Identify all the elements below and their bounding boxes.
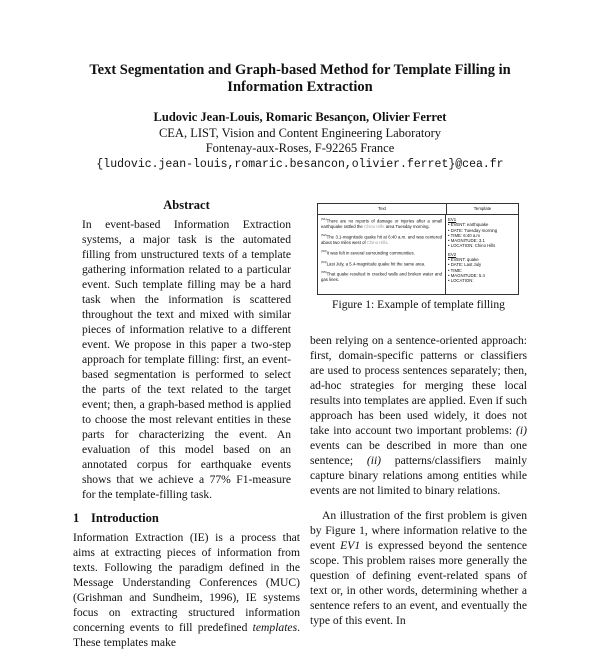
sentence-text: Last July, a 5.4-magnitude quake hit the same area. [326,261,426,267]
figure-body [318,215,518,294]
template-field: • DATE: Tuesday morning [448,227,498,233]
template-field: • LOCATION: [448,278,474,284]
right-paragraph-1 [310,333,527,498]
paper-title [70,62,530,96]
sentence-s1 [321,217,442,229]
address: Fontenay-aux-Roses, F-92265 France [205,141,395,155]
para-text: events can be described in more than one sentence; [310,439,527,467]
intro-paragraph [73,530,300,650]
section-title: Introduction [91,511,159,525]
intro-text-a: Information Extraction (IE) is a process that aims at extracting pieces of information from texts. Following the paradigm defined in the Message Understanding Conferences (MUC) (Grishman and Sundheim, 1996), IE systems focus on extracting structured information concerning events to fill predefined [73,531,300,634]
para-text: An illustration of the first problem is given by Figure 1, where information relative to the event [310,509,527,552]
sentence-s2 [321,233,442,245]
title-line-2: Information Extraction [227,79,373,95]
template-field: • EVENT: earthquake [448,222,489,228]
intro-emphasis: templates [252,621,298,634]
enum-ii: (ii) [366,454,382,467]
sentence-text: area Tuesday morning. [384,223,430,229]
template-name: EV1 [448,217,457,222]
figure-caption: Figure 1: Example of template filling [332,298,505,311]
template-ev1 [448,217,516,249]
template-field: • LOCATION: Chino Hills [448,243,496,249]
sentence-text: It was felt in several surrounding communities. [326,250,415,256]
sentence-id: (S2) [321,233,327,238]
figure-header-row [318,204,518,215]
template-field: • EVENT: quake [448,257,479,263]
figure-col-template: Template [473,206,492,212]
title-line-1: Text Segmentation and Graph-based Method for Template Filling in [89,62,511,78]
figure-template-cell [446,215,518,294]
abstract-heading: Abstract [163,198,210,212]
sentence-id: (S5) [321,270,327,275]
figure-text-cell [318,215,446,294]
affiliation: CEA, LIST, Vision and Content Engineering Laboratory [158,125,442,140]
para-text: patterns/classifiers mainly capture binary relations among entities while events are not limited to binary relations. [310,454,528,497]
intro-text-b: . These templates make [73,621,300,649]
author-block [60,110,540,172]
sentence-id: (S3) [321,249,327,254]
sentence-id: (S1) [321,217,327,221]
highlight-location: Chino Hills [364,223,385,229]
sentence-text: There are no reports of damage or injuries after a small earthquake rattled the [321,218,442,229]
section-heading-introduction [73,511,300,526]
template-name: EV2 [448,251,457,257]
author-names: Ludovic Jean-Louis, Romaric Besançon, Olivier Ferret [153,110,447,124]
sentence-id: (S4) [321,259,327,264]
event-label: EV1 [340,539,361,552]
template-field: • TIME: 6:40 a.m [448,232,480,238]
email: {ludovic.jean-louis,romaric.besancon,olivier.ferret}@cea.fr [96,157,504,171]
section-number: 1 [73,511,80,525]
figure-1 [317,203,519,295]
sentence-s5 [321,270,442,282]
template-ev2 [448,252,516,284]
highlight-location: Chino Hills [366,239,388,245]
abstract-text: In event-based Information Extraction systems, a major task is the automated filling from unstructured texts of a template gathering information related to a particular event. Such template filling may be a hard task when the information is scattered throughout the text and mixed with similar pieces of information relative to a different event. We propose in this paper a two-step approach for template filling: first, an event-based segmentation is performed to select the parts of the text related to the target event; then, a graph-based method is applied to choose the most relevant entities in these parts for characterizing the event. An evaluation of this model based on an annotated corpus for earthquake events shows that we achieve a 77% F1-measure for the template-filling task. [82,218,291,501]
template-field: • DATE: Last July [448,262,482,268]
sentence-s4 [321,260,442,267]
figure-col-text: Text [318,204,447,214]
template-field: • TIME: [448,267,463,273]
sentence-text: The 3.1-magnitude quake hit at 6:40 a.m. and was centered about two miles west of [321,234,442,245]
left-column [73,198,300,650]
right-paragraph-2 [310,508,527,628]
sentence-text: That quake resulted in cracked walls and broken water and gas lines. [321,271,442,283]
para-text: is expressed beyond the sentence scope. This problem raises more generally the question of defining event-related spans of text or, in other words, determining whether a sentence refers to an event, and eventually the type of this event. In [310,539,527,627]
sentence-text: . [387,239,389,245]
template-field: • MAGNITUDE: 5.4 [448,272,485,278]
enum-i: (i) [516,424,527,437]
template-field: • MAGNITUDE: 3.1 [448,238,485,244]
right-column [310,333,527,628]
sentence-s3 [321,249,442,256]
para-text: been relying on a sentence-oriented approach: first, domain-specific patterns or classifiers are used to process sentences separately; then, ad-hoc strategies for merging these local results into templates are applied. Even if such approach has been used widely, it does not take into account two important problems: [310,334,527,437]
